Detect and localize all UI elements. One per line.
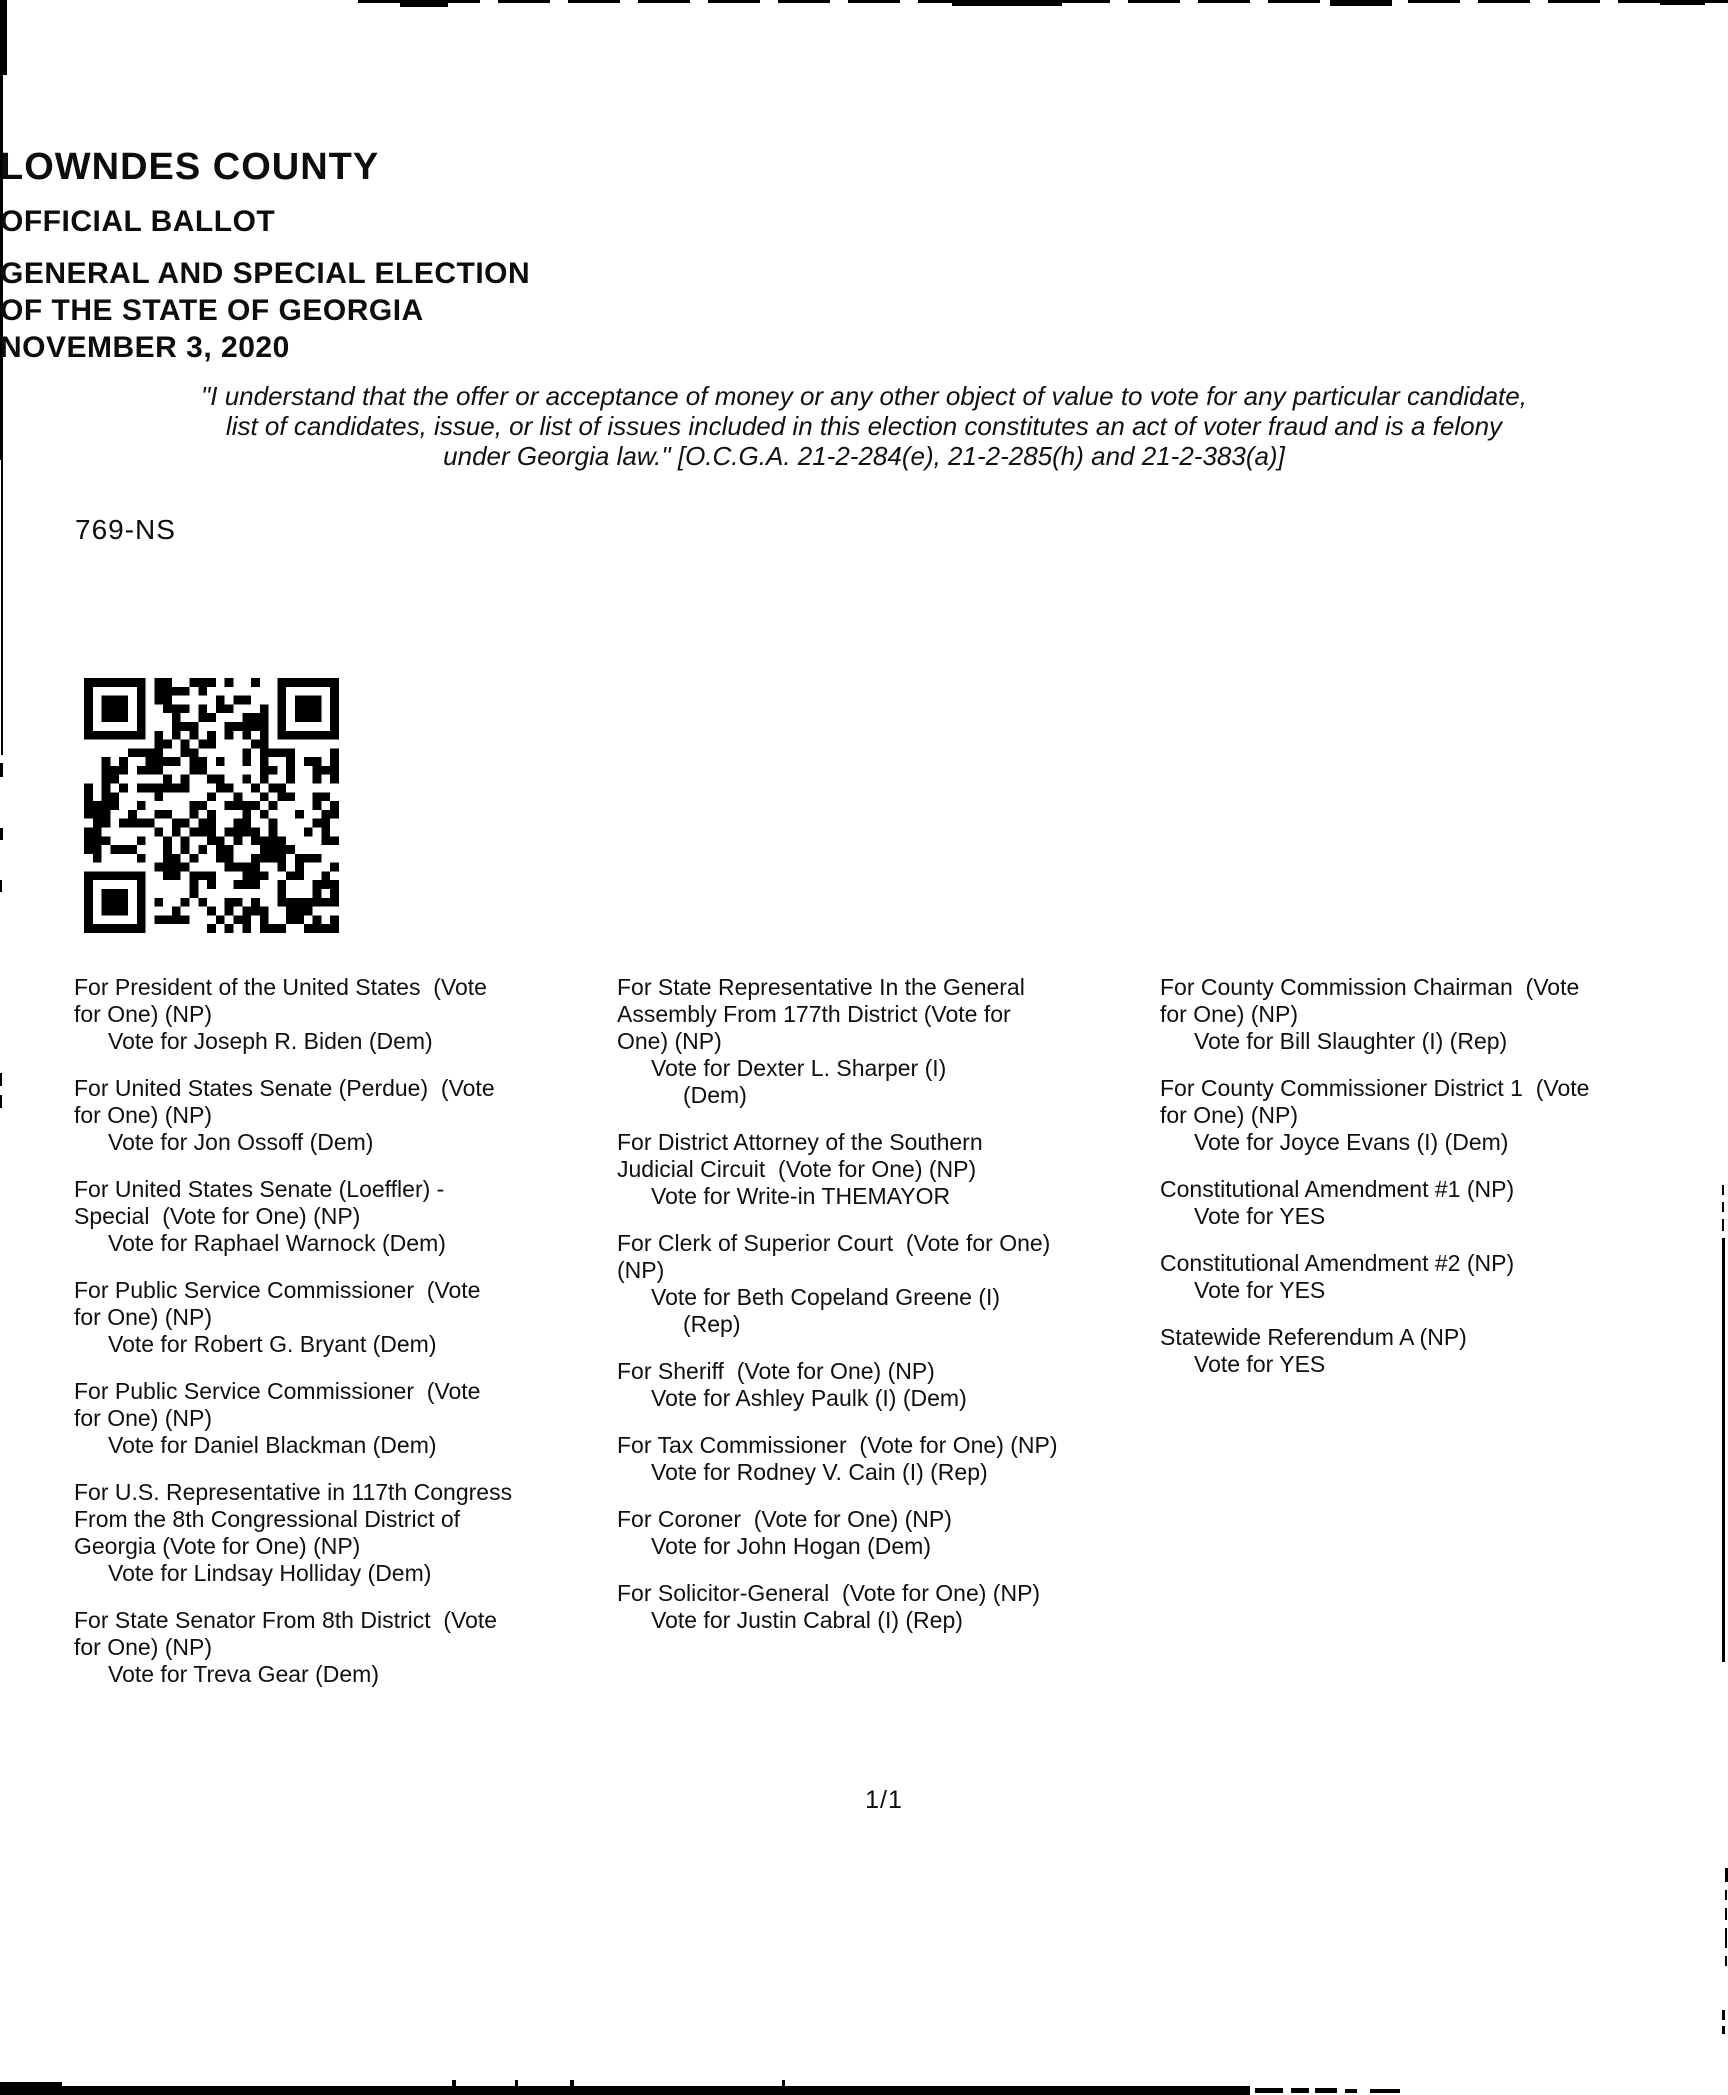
contest-title-line: For U.S. Representative in 117th Congress: [74, 1479, 513, 1505]
contest-title-line: for One) (NP): [74, 1405, 213, 1431]
contest-title-line: For County Commissioner District 1 (Vote: [1160, 1075, 1590, 1101]
contest-title-line: Assembly From 177th District (Vote for: [617, 1001, 1011, 1027]
election-title-line1: GENERAL AND SPECIAL ELECTION: [0, 257, 531, 290]
vote-line: Vote for Beth Copeland Greene (I): [651, 1284, 1001, 1310]
scan-artifact-bottom-bar: [0, 2082, 62, 2095]
contest-block: [1160, 1176, 1728, 1230]
contest-title-line: For United States Senate (Loeffler) -: [74, 1176, 445, 1202]
scan-artifact-left-bar: [0, 0, 7, 75]
vote-line: Vote for Daniel Blackman (Dem): [108, 1432, 437, 1458]
contest-title-line: (NP): [617, 1257, 665, 1283]
scan-artifact-bottom-tick: [570, 2080, 574, 2086]
scan-artifact-left-tick: [0, 1073, 2, 1086]
vote-line: Vote for Joseph R. Biden (Dem): [108, 1028, 433, 1054]
voter-fraud-disclaimer: [0, 381, 1728, 471]
vote-line: Vote for YES: [1194, 1203, 1326, 1229]
scan-artifact-bottom-dash: [1370, 2089, 1400, 2093]
scan-artifact-bottom-tick: [452, 2080, 456, 2086]
contest-block: [74, 1479, 594, 1587]
disclaimer-line: under Georgia law." [O.C.G.A. 21-2-284(e), 21-2-285(h) and 21-2-383(a)]: [443, 441, 1285, 471]
contest-block: [74, 1075, 594, 1156]
scan-artifact-right-dash: [1725, 1890, 1727, 1900]
vote-line: Vote for YES: [1194, 1351, 1326, 1377]
vote-line: Vote for Robert G. Bryant (Dem): [108, 1331, 437, 1357]
page-number: 1/1: [865, 1786, 903, 1814]
contest-title-line: Constitutional Amendment #2 (NP): [1160, 1250, 1515, 1276]
contest-title-line: for One) (NP): [74, 1634, 213, 1660]
election-date: NOVEMBER 3, 2020: [0, 331, 290, 364]
scan-artifact-top-blob: [400, 0, 448, 7]
vote-line: Vote for Justin Cabral (I) (Rep): [651, 1607, 963, 1633]
contest-block: [617, 1358, 1167, 1412]
ballot-column-2: [617, 974, 1167, 1654]
vote-line: Vote for YES: [1194, 1277, 1326, 1303]
precinct-code: 769-NS: [75, 514, 176, 545]
contest-block: [74, 974, 594, 1055]
qr-code: [73, 678, 350, 933]
vote-line: Vote for John Hogan (Dem): [651, 1533, 931, 1559]
scan-artifact-bottom-tick: [515, 2080, 518, 2086]
contest-title-line: For Public Service Commissioner (Vote: [74, 1378, 481, 1404]
contest-block: [617, 1432, 1167, 1486]
contest-block: [74, 1378, 594, 1459]
contest-title-line: One) (NP): [617, 1028, 722, 1054]
scan-artifact-bottom-dash: [1255, 2088, 1283, 2093]
county-title: LOWNDES COUNTY: [0, 146, 380, 188]
scan-artifact-right-dash: [1725, 1908, 1727, 1920]
ballot-column-1: [74, 974, 594, 1708]
contest-title-line: For District Attorney of the Southern: [617, 1129, 983, 1155]
contest-title-line: Judicial Circuit (Vote for One) (NP): [617, 1156, 977, 1182]
scan-artifact-left-bar: [1, 460, 3, 755]
vote-line: Vote for Joyce Evans (I) (Dem): [1194, 1129, 1509, 1155]
election-title-line2: OF THE STATE OF GEORGIA: [0, 294, 424, 327]
vote-line-continuation: (Rep): [683, 1311, 741, 1337]
contest-title-line: For Tax Commissioner (Vote for One) (NP): [617, 1432, 1058, 1458]
contest-title-line: for One) (NP): [1160, 1001, 1299, 1027]
contest-title-line: Georgia (Vote for One) (NP): [74, 1533, 361, 1559]
disclaimer-line: list of candidates, issue, or list of issues included in this election constitutes an act of voter fraud and is a felony: [225, 411, 1503, 441]
scan-artifact-right-dash: [1725, 1956, 1727, 1966]
vote-line: Vote for Lindsay Holliday (Dem): [108, 1560, 432, 1586]
vote-line: Vote for Jon Ossoff (Dem): [108, 1129, 374, 1155]
contest-block: [617, 974, 1167, 1109]
scan-artifact-top-blob: [1660, 0, 1705, 5]
contest-title-line: For United States Senate (Perdue) (Vote: [74, 1075, 495, 1101]
contest-title-line: Statewide Referendum A (NP): [1160, 1324, 1467, 1350]
contest-title-line: for One) (NP): [74, 1102, 213, 1128]
contest-block: [617, 1129, 1167, 1210]
vote-line: Vote for Bill Slaughter (I) (Rep): [1194, 1028, 1508, 1054]
scan-artifact-bottom-dash: [1291, 2088, 1309, 2093]
vote-line: Vote for Write-in THEMAYOR: [651, 1183, 951, 1209]
contest-title-line: Constitutional Amendment #1 (NP): [1160, 1176, 1515, 1202]
contest-block: [1160, 1075, 1728, 1156]
vote-line: Vote for Treva Gear (Dem): [108, 1661, 379, 1687]
contest-title-line: For Sheriff (Vote for One) (NP): [617, 1358, 935, 1384]
contest-title-line: For State Senator From 8th District (Vote: [74, 1607, 498, 1633]
scan-artifact-left-tick: [0, 1095, 2, 1108]
scan-artifact-right-dash: [1722, 2010, 1725, 2020]
scan-artifact-left-tick: [0, 763, 3, 777]
scan-artifact-bottom-tick: [782, 2080, 785, 2086]
ballot-type-title: OFFICIAL BALLOT: [0, 205, 276, 238]
scan-artifact-bottom-dash: [1315, 2088, 1337, 2093]
contest-title-line: Special (Vote for One) (NP): [74, 1203, 361, 1229]
vote-line: Vote for Ashley Paulk (I) (Dem): [651, 1385, 967, 1411]
contest-block: [74, 1176, 594, 1257]
contest-title-line: For President of the United States (Vote: [74, 974, 487, 1000]
contest-block: [1160, 1250, 1728, 1304]
contest-title-line: for One) (NP): [74, 1304, 213, 1330]
contest-block: [617, 1580, 1167, 1634]
scan-artifact-top-blob: [1330, 0, 1392, 6]
contest-title-line: For Solicitor-General (Vote for One) (NP): [617, 1580, 1041, 1606]
contest-title-line: For State Representative In the General: [617, 974, 1025, 1000]
scan-artifact-bottom-bar: [0, 2086, 1250, 2095]
contest-block: [617, 1506, 1167, 1560]
contest-block: [74, 1607, 594, 1688]
contest-title-line: for One) (NP): [74, 1001, 213, 1027]
vote-line: Vote for Rodney V. Cain (I) (Rep): [651, 1459, 988, 1485]
contest-title-line: For Clerk of Superior Court (Vote for One): [617, 1230, 1051, 1256]
contest-title-line: For County Commission Chairman (Vote: [1160, 974, 1580, 1000]
contest-title-line: From the 8th Congressional District of: [74, 1506, 461, 1532]
scan-artifact-right-dash: [1722, 2026, 1725, 2034]
vote-line: Vote for Raphael Warnock (Dem): [108, 1230, 446, 1256]
contest-block: [617, 1230, 1167, 1338]
contest-block: [74, 1277, 594, 1358]
disclaimer-line: "I understand that the offer or acceptance of money or any other object of value to vote for any particular candidate,: [201, 381, 1527, 411]
ballot-column-3: [1160, 974, 1728, 1398]
contest-title-line: For Public Service Commissioner (Vote: [74, 1277, 481, 1303]
contest-title-line: for One) (NP): [1160, 1102, 1299, 1128]
vote-line-continuation: (Dem): [683, 1082, 747, 1108]
vote-line: Vote for Dexter L. Sharper (I): [651, 1055, 947, 1081]
scan-artifact-top-blob: [952, 0, 1062, 6]
contest-title-line: For Coroner (Vote for One) (NP): [617, 1506, 952, 1532]
contest-block: [1160, 1324, 1728, 1378]
contest-block: [1160, 974, 1728, 1055]
scan-artifact-bottom-dash: [1345, 2089, 1357, 2093]
scan-artifact-right-dash: [1725, 1928, 1727, 1948]
scan-artifact-left-tick: [0, 880, 2, 892]
scan-artifact-left-tick: [0, 828, 3, 840]
